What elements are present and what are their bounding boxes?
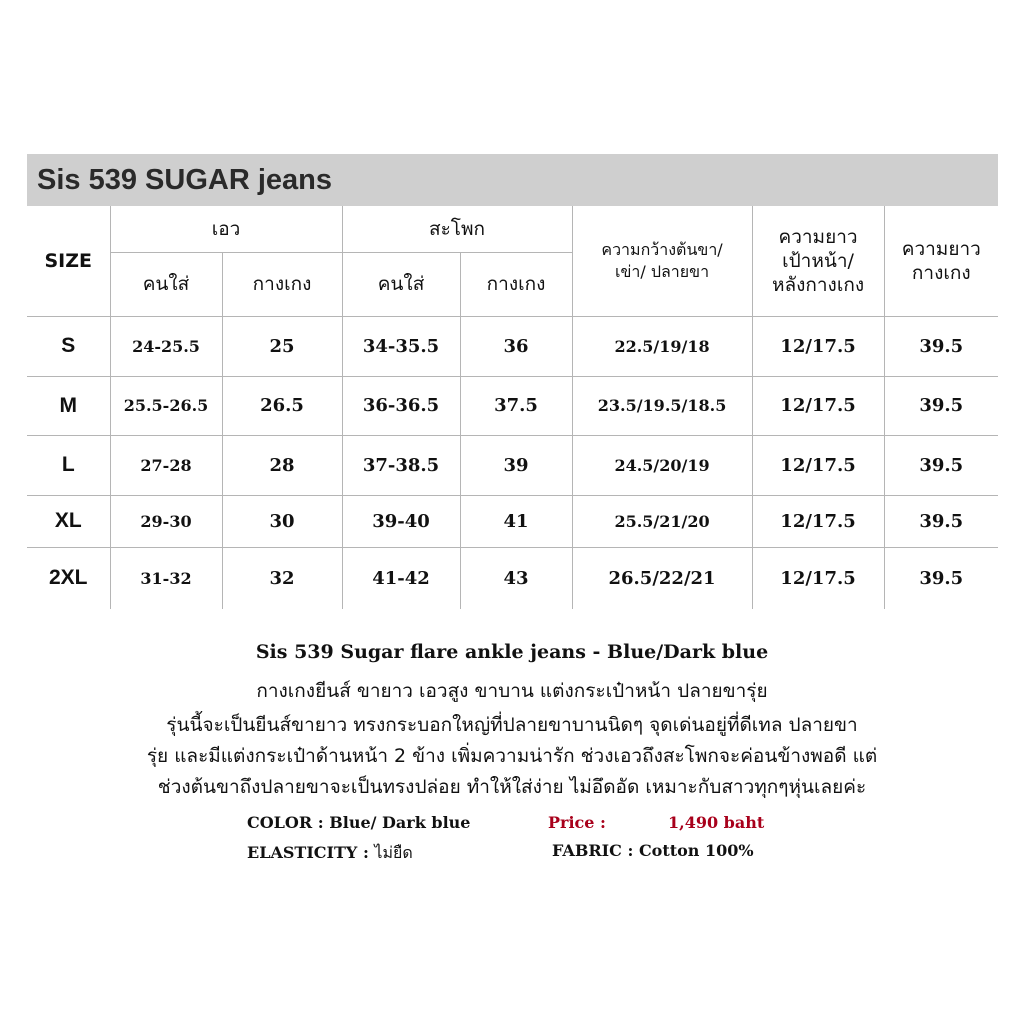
description-line-2: รุ่ย และมีแต่งกระเป๋าด้านหน้า 2 ข้าง เพิ่มความน่ารัก ช่วงเอวถึงสะโพกจะค่อนข้างพอดี แต่ [146,745,878,767]
leg-width-header [572,206,752,316]
rise-header-line-2: เป้าหน้า/ [782,249,854,272]
leg-width-header-line-1: ความกว้างต้นขา/ [601,239,723,259]
length-cell: 39.5 [884,547,998,609]
description-line-1: รุ่นนี้จะเป็นยีนส์ขายาว ทรงกระบอกใหญ่ที่ปลายขาบานนิดๆ จุดเด่นอยู่ที่ดีเทล ปลายขา [166,714,858,736]
fabric-value: Cotton 100% [638,841,754,860]
product-subtitle: กางเกงยีนส์ ขายาว เอวสูง ขาบาน แต่งกระเป๋าหน้า ปลายขารุ่ย [256,680,768,702]
leg-width-cell: 25.5/21/20 [572,495,752,547]
hip-wearer-cell: 41-42 [342,547,460,609]
product-name: Sis 539 Sugar flare ankle jeans - Blue/Dark blue [255,641,769,663]
fabric-separator: : [627,841,634,860]
hip-pants-cell: 39 [460,435,572,495]
color-label: COLOR [247,813,313,832]
hip-header: สะโพก [342,206,572,252]
hip-pants-cell: 43 [460,547,572,609]
fabric-info [552,841,754,860]
length-cell: 39.5 [884,435,998,495]
waist-wearer-header: คนใส่ [110,252,222,316]
hip-wearer-cell: 37-38.5 [342,435,460,495]
waist-wearer-cell: 29-30 [110,495,222,547]
elasticity-separator: : [362,843,369,862]
header-row-1 [27,206,998,252]
elasticity-info [247,841,413,866]
rise-cell: 12/17.5 [752,435,884,495]
waist-pants-header: กางเกง [222,252,342,316]
waist-wearer-cell: 27-28 [110,435,222,495]
hip-wearer-cell: 34-35.5 [342,316,460,376]
length-cell: 39.5 [884,316,998,376]
waist-wearer-cell: 31-32 [110,547,222,609]
leg-width-cell: 23.5/19.5/18.5 [572,376,752,435]
hip-pants-cell: 37.5 [460,376,572,435]
length-header-line-1: ความยาว [901,237,981,260]
rise-header-line-1: ความยาว [778,225,858,248]
rise-cell: 12/17.5 [752,547,884,609]
color-info [247,813,470,832]
table-row [27,316,998,376]
color-separator: : [317,813,324,832]
size-cell: XL [27,495,110,547]
length-header [884,206,998,316]
size-cell: 2XL [27,547,110,609]
leg-width-cell: 22.5/19/18 [572,316,752,376]
table-row [27,376,998,435]
table-row [27,495,998,547]
waist-wearer-cell: 25.5-26.5 [110,376,222,435]
length-cell: 39.5 [884,376,998,435]
waist-pants-cell: 32 [222,547,342,609]
leg-width-cell: 24.5/20/19 [572,435,752,495]
hip-wearer-header: คนใส่ [342,252,460,316]
color-value: Blue/ Dark blue [329,813,471,832]
size-chart-table [27,206,998,609]
hip-pants-cell: 41 [460,495,572,547]
hip-wearer-cell: 39-40 [342,495,460,547]
waist-pants-cell: 30 [222,495,342,547]
hip-pants-cell: 36 [460,316,572,376]
length-header-line-2: กางเกง [911,261,971,284]
elasticity-label: ELASTICITY [247,843,358,862]
rise-header [752,206,884,316]
rise-cell: 12/17.5 [752,495,884,547]
elasticity-value: ไม่ยืด [374,843,413,862]
leg-width-cell: 26.5/22/21 [572,547,752,609]
rise-cell: 12/17.5 [752,376,884,435]
description-line-3: ช่วงต้นขาถึงปลายขาจะเป็นทรงปล่อย ทำให้ใส่ง่าย ไม่อึดอัด เหมาะกับสาวทุกๆหุ่นเลยค่ะ [157,776,867,798]
waist-wearer-cell: 24-25.5 [110,316,222,376]
table-row [27,547,998,609]
size-header: SIZE [27,206,110,316]
size-cell: L [27,435,110,495]
table-row [27,435,998,495]
waist-pants-cell: 28 [222,435,342,495]
price-label: Price : [548,813,606,832]
waist-pants-cell: 26.5 [222,376,342,435]
price-value: 1,490 baht [668,813,765,832]
page-title: Sis 539 SUGAR jeans [37,163,332,196]
waist-pants-cell: 25 [222,316,342,376]
leg-width-header-line-2: เข่า/ ปลายขา [614,261,710,281]
size-cell: S [27,316,110,376]
size-cell: M [27,376,110,435]
rise-cell: 12/17.5 [752,316,884,376]
rise-header-line-3: หลังกางเกง [771,273,865,296]
waist-header: เอว [110,206,342,252]
hip-pants-header: กางเกง [460,252,572,316]
length-cell: 39.5 [884,495,998,547]
hip-wearer-cell: 36-36.5 [342,376,460,435]
fabric-label: FABRIC [552,841,622,860]
title-bar [27,154,998,206]
